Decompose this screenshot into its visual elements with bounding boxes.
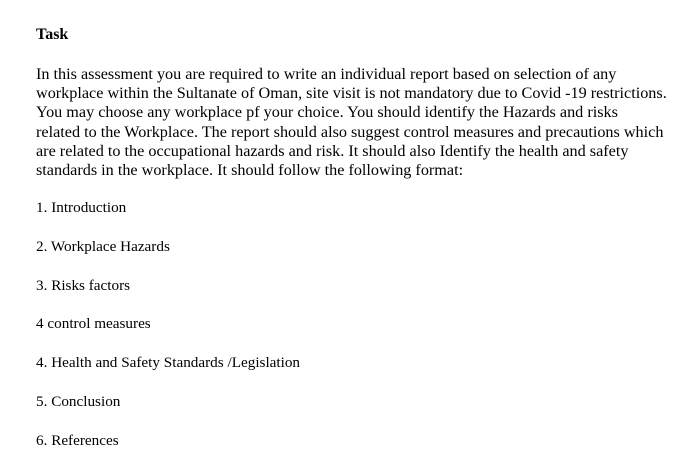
format-item-workplace-hazards: 2. Workplace Hazards — [36, 237, 170, 255]
format-item-control-measures: 4 control measures — [36, 315, 151, 333]
paragraph-line: workplace within the Sultanate of Oman, site visit is not mandatory due to Covid -19 restrictions. — [36, 84, 667, 103]
task-description — [36, 65, 667, 180]
paragraph-line: standards in the workplace. It should follow the following format: — [36, 161, 464, 180]
paragraph-line: related to the Workplace. The report should also suggest control measures and precautions which — [36, 122, 664, 141]
format-list — [36, 199, 300, 471]
paragraph-line: In this assessment you are required to write an individual report based on selection of any — [36, 65, 617, 83]
format-item-standards-legislation: 4. Health and Safety Standards /Legislation — [36, 354, 301, 372]
paragraph-line: are related to the occupational hazards and risk. It should also Identify the health and safety — [36, 141, 629, 160]
paragraph-line: You may choose any workplace pf your choice. You should identify the Hazards and risks — [36, 103, 618, 122]
task-heading: Task — [36, 26, 69, 43]
format-item-introduction: 1. Introduction — [36, 199, 127, 216]
format-item-risk-factors: 3. Risks factors — [36, 276, 131, 294]
format-item-references: 6. References — [36, 431, 119, 449]
format-item-conclusion: 5. Conclusion — [36, 392, 121, 410]
